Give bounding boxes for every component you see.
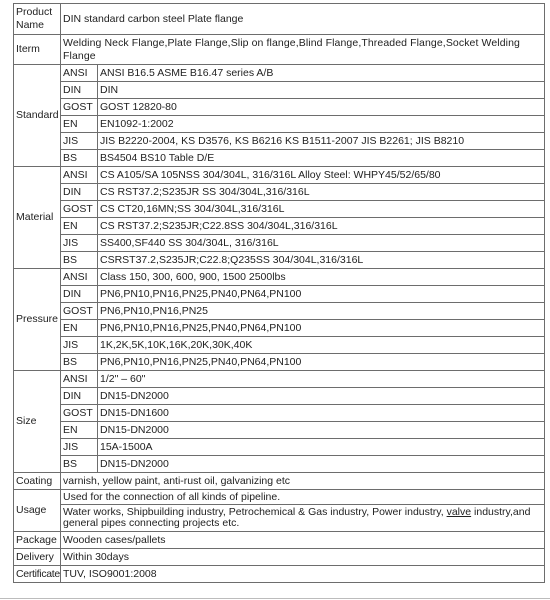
table-row	[14, 150, 545, 167]
material-label: Material	[14, 167, 61, 269]
standard-label: Standard	[14, 65, 61, 167]
std-code: ANSI	[61, 167, 98, 184]
table-row	[14, 473, 545, 490]
table-row	[14, 354, 545, 371]
delivery-label: Delivery	[14, 549, 61, 566]
certificate-value: TUV, ISO9001:2008	[61, 566, 545, 583]
pressure-value: PN6,PN10,PN16,PN25,PN40,PN64,PN100	[98, 320, 545, 337]
certificate-label: Certificate	[14, 566, 61, 583]
std-code: GOST	[61, 405, 98, 422]
standard-value: GOST 12820-80	[98, 99, 545, 116]
valve-link[interactable]: valve	[446, 506, 472, 518]
table-row	[14, 303, 545, 320]
pressure-label: Pressure	[14, 269, 61, 371]
usage-label: Usage	[14, 490, 61, 532]
item-value: Welding Neck Flange,Plate Flange,Slip on flange,Blind Flange,Threaded Flange,Socket Welding Flange	[61, 35, 545, 65]
table-row	[14, 269, 545, 286]
size-value: DN15-DN2000	[98, 388, 545, 405]
std-code: JIS	[61, 337, 98, 354]
std-code: JIS	[61, 235, 98, 252]
std-code: EN	[61, 320, 98, 337]
table-row	[14, 320, 545, 337]
table-row	[14, 4, 545, 35]
std-code: GOST	[61, 201, 98, 218]
material-value: CS RST37.2;S235JR SS 304/304L,316/316L	[98, 184, 545, 201]
pressure-value: 1K,2K,5K,10K,16K,20K,30K,40K	[98, 337, 545, 354]
table-row	[14, 99, 545, 116]
item-label: Iterm	[14, 35, 61, 65]
std-code: EN	[61, 218, 98, 235]
standard-value: DIN	[98, 82, 545, 99]
std-code: EN	[61, 116, 98, 133]
std-code: JIS	[61, 133, 98, 150]
delivery-value: Within 30days	[61, 549, 545, 566]
std-code: GOST	[61, 303, 98, 320]
std-code: JIS	[61, 439, 98, 456]
pressure-value: PN6,PN10,PN16,PN25,PN40,PN64,PN100	[98, 286, 545, 303]
size-value: DN15-DN2000	[98, 422, 545, 439]
table-row	[14, 286, 545, 303]
table-row	[14, 218, 545, 235]
table-row	[14, 490, 545, 505]
table-row	[14, 201, 545, 218]
package-label: Package	[14, 532, 61, 549]
table-row	[14, 82, 545, 99]
table-row	[14, 505, 545, 532]
table-row	[14, 116, 545, 133]
size-value: DN15-DN2000	[98, 456, 545, 473]
usage-value-1: Used for the connection of all kinds of pipeline.	[61, 490, 545, 505]
std-code: DIN	[61, 388, 98, 405]
size-label: Size	[14, 371, 61, 473]
coating-label: Coating	[14, 473, 61, 490]
table-row	[14, 566, 545, 583]
table-row	[14, 65, 545, 82]
std-code: DIN	[61, 184, 98, 201]
standard-value: JIS B2220-2004, KS D3576, KS B6216 KS B1511-2007 JIS B2261; JIS B8210	[98, 133, 545, 150]
table-row	[14, 371, 545, 388]
table-row	[14, 388, 545, 405]
std-code: GOST	[61, 99, 98, 116]
table-row	[14, 456, 545, 473]
std-code: EN	[61, 422, 98, 439]
table-row	[14, 252, 545, 269]
table-row	[14, 167, 545, 184]
std-code: BS	[61, 354, 98, 371]
std-code: DIN	[61, 82, 98, 99]
package-value: Wooden cases/pallets	[61, 532, 545, 549]
bottom-divider	[0, 598, 550, 599]
std-code: BS	[61, 456, 98, 473]
table-row	[14, 422, 545, 439]
coating-value: varnish, yellow paint, anti-rust oil, galvanizing etc	[61, 473, 545, 490]
size-value: 15A-1500A	[98, 439, 545, 456]
table-row	[14, 405, 545, 422]
product-name-label: Product Name	[14, 4, 61, 35]
product-name-value: DIN standard carbon steel Plate flange	[61, 4, 545, 35]
pressure-value: PN6,PN10,PN16,PN25	[98, 303, 545, 320]
table-row	[14, 133, 545, 150]
std-code: DIN	[61, 286, 98, 303]
material-value: CSRST37.2,S235JR;C22.8;Q235SS 304/304L,316/316L	[98, 252, 545, 269]
table-row	[14, 35, 545, 65]
std-code: ANSI	[61, 371, 98, 388]
material-value: CS A105/SA 105NSS 304/304L, 316/316L Alloy Steel: WHPY45/52/65/80	[98, 167, 545, 184]
table-row	[14, 235, 545, 252]
usage-text-after: industry,and general pipes connecting projects etc.	[63, 506, 531, 529]
std-code: BS	[61, 150, 98, 167]
std-code: ANSI	[61, 65, 98, 82]
pressure-value: PN6,PN10,PN16,PN25,PN40,PN64,PN100	[98, 354, 545, 371]
material-value: CS CT20,16MN;SS 304/304L,316/316L	[98, 201, 545, 218]
table-row	[14, 337, 545, 354]
usage-value-2	[61, 505, 545, 532]
standard-value: ANSI B16.5 ASME B16.47 series A/B	[98, 65, 545, 82]
table-row	[14, 532, 545, 549]
flange-spec-table	[13, 3, 545, 583]
usage-text-before: Water works, Shipbuilding industry, Petrochemical & Gas industry, Power industry,	[63, 506, 447, 518]
table-row	[14, 439, 545, 456]
standard-value: BS4504 BS10 Table D/E	[98, 150, 545, 167]
std-code: ANSI	[61, 269, 98, 286]
table-row	[14, 184, 545, 201]
size-value: 1/2" – 60"	[98, 371, 545, 388]
material-value: CS RST37.2;S235JR;C22.8SS 304/304L,316/316L	[98, 218, 545, 235]
size-value: DN15-DN1600	[98, 405, 545, 422]
std-code: BS	[61, 252, 98, 269]
table-row	[14, 549, 545, 566]
pressure-value: Class 150, 300, 600, 900, 1500 2500lbs	[98, 269, 545, 286]
material-value: SS400,SF440 SS 304/304L, 316/316L	[98, 235, 545, 252]
standard-value: EN1092-1:2002	[98, 116, 545, 133]
